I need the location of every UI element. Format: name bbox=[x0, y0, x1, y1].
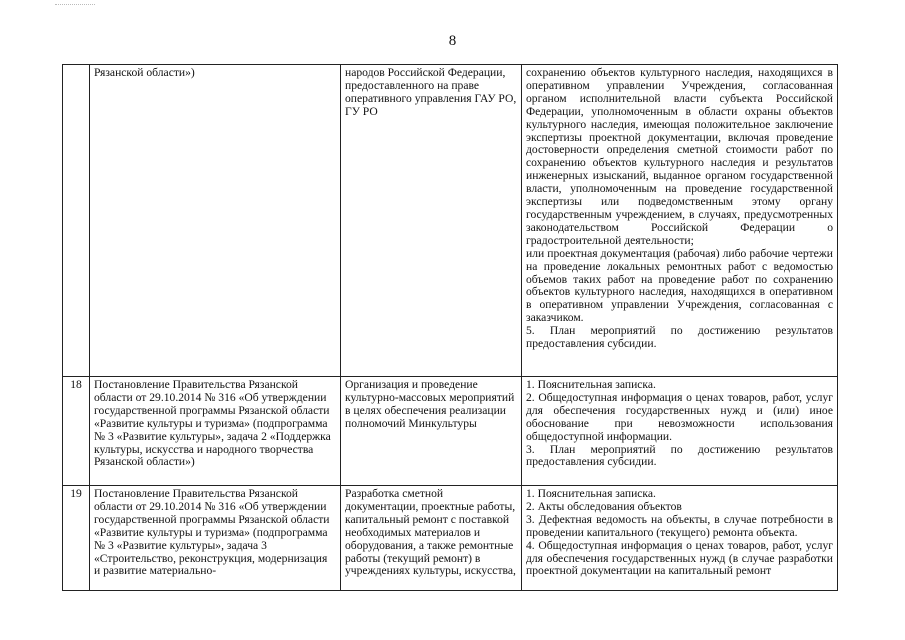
event-text: народов Российской Федерации, предоставленного на праве оперативного управления ГАУ РО, ГУ РО bbox=[345, 66, 517, 118]
table-row bbox=[63, 65, 838, 377]
page-number: 8 bbox=[448, 33, 457, 49]
event-text: Организация и проведение культурно-массовых мероприятий в целях обеспечения реализации полномочий Минкультуры bbox=[345, 378, 515, 430]
legal-basis-text: Постановление Правительства Рязанской области от 29.10.2014 № 316 «Об утверждении государственной программы Рязанской области «Развитие культуры и туризма» (подпрограмма № 3 «Развитие культуры», задача 2 «Поддержка культуры, искусства и народного творчества Рязанской области») bbox=[94, 378, 331, 469]
event-cell bbox=[341, 65, 522, 377]
documents-list-text: 1. Пояснительная записка. 2. Общедоступная информация о ценах товаров, работ, услуг для обеспечения государственных нужд и (или) иное обоснование при невозможности использования общедоступной информации. 3. План мероприятий по достижению результатов предоставления субсидии. bbox=[526, 378, 833, 469]
event-cell bbox=[341, 486, 522, 591]
documents-list-cell bbox=[522, 486, 838, 591]
row-number-cell bbox=[63, 65, 90, 377]
documents-list-cell bbox=[522, 377, 838, 486]
row-number-cell: 18 bbox=[63, 377, 90, 486]
documents-list-cell bbox=[522, 65, 838, 377]
table-row bbox=[63, 486, 838, 591]
row-number-cell: 19 bbox=[63, 486, 90, 591]
documents-list-text: 1. Пояснительная записка. 2. Акты обследования объектов 3. Дефектная ведомость на объекты, в случае потребности в проведении капитального (текущего) ремонта объекта. 4. Общедоступная информация о ценах товаров, работ, услуг для обеспечения государственных нужд (в случае разработки проектной документации на капитальный ремонт bbox=[526, 487, 833, 578]
legal-basis-text: Постановление Правительства Рязанской области от 29.10.2014 № 316 «Об утверждении государственной программы Рязанской области «Развитие культуры и туризма» (подпрограмма № 3 «Развитие культуры», задача 3 «Строительство, реконструкция, модернизация и развитие материально- bbox=[94, 487, 330, 578]
legal-basis-cell bbox=[90, 65, 341, 377]
legal-basis-cell bbox=[90, 486, 341, 591]
legal-basis-text: Рязанской области») bbox=[94, 66, 195, 79]
legal-basis-cell bbox=[90, 377, 341, 486]
document-table bbox=[62, 64, 838, 591]
documents-list-text: сохранению объектов культурного наследия, находящихся в оперативном управлении Учреждения, согласованная органом исполнительной власти субъекта Российской Федерации, уполномоченным в области охраны объектов культурного наследия, имеющая положительное заключение экспертизы проектной документации, включая проведение достоверности определения сметной стоимости работ по сохранению объектов культурного наследия и результатов инженерных изысканий, выданное органом государственной власти, уполномоченным на проведение государственной экспертизы или подведомственным этому органу государственным учреждением, в случаях, предусмотренных законодательством Российской Федерации о градостроительной деятельности; или проектная документация (рабочая) либо рабочие чертежи на проведение локальных ремонтных работ с ведомостью объемов таких работ на проведение работ по сохранению объектов культурного наследия, находящихся в оперативном в оперативном управлении Учреждения, согласованная с заказчиком. 5. План мероприятий по достижению результатов предоставления субсидии. bbox=[526, 66, 833, 351]
scan-artifact bbox=[55, 4, 95, 6]
table-row bbox=[63, 377, 838, 486]
event-cell bbox=[341, 377, 522, 486]
event-text: Разработка сметной документации, проектные работы, капитальный ремонт с поставкой необходимых материалов и оборудования, а также ремонтные работы (текущий ремонт) в учреждениях культуры, искусства, bbox=[345, 487, 516, 578]
